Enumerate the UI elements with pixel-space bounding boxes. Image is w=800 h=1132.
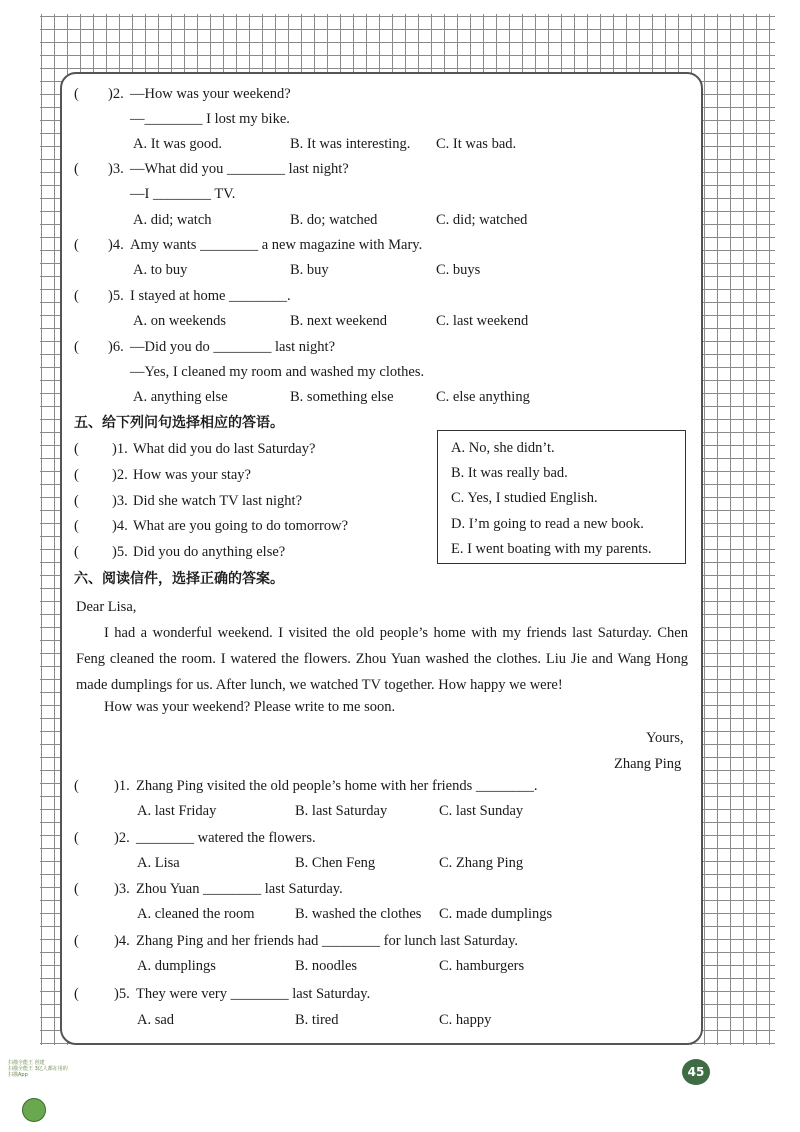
question-text: I stayed at home ________. bbox=[130, 288, 291, 304]
letter-signature: Zhang Ping bbox=[614, 756, 682, 772]
letter-paragraph-1-text: I had a wonderful weekend. I visited the old people’s home with my friends last Saturday. Chen Feng cleaned the room. I watered the flowers. Zhou Yuan washed the clothes. Liu Jie and Wang Hong made dumplings for us. After lunch, we watched TV together. How happy we were! bbox=[76, 625, 688, 693]
question-text: They were very ________ last Saturday. bbox=[136, 986, 371, 1002]
watermark-line: 扫描全能王 创建 bbox=[8, 1060, 45, 1066]
question-number: )4. bbox=[112, 518, 128, 534]
answer-paren[interactable]: ( bbox=[74, 933, 79, 949]
answer-paren[interactable]: ( bbox=[74, 441, 79, 457]
question-number: )5. bbox=[112, 544, 128, 560]
scanner-watermark bbox=[8, 1060, 68, 1126]
answer-choice: A. No, she didn’t. bbox=[451, 440, 555, 456]
question-number: )3. bbox=[114, 881, 130, 897]
letter-greeting: Dear Lisa, bbox=[76, 599, 137, 615]
option-c: C. else anything bbox=[436, 389, 530, 405]
question-number: )4. bbox=[114, 933, 130, 949]
option-c: C. happy bbox=[439, 1012, 492, 1028]
question-number: )2. bbox=[112, 467, 128, 483]
question-number: )1. bbox=[112, 441, 128, 457]
option-b: B. something else bbox=[290, 389, 394, 405]
question-text: Zhang Ping and her friends had ________ for lunch last Saturday. bbox=[136, 933, 519, 949]
answer-paren[interactable]: ( bbox=[74, 830, 79, 846]
answer-paren[interactable]: ( bbox=[74, 986, 79, 1002]
question-number: )5. bbox=[114, 986, 130, 1002]
option-c: C. It was bad. bbox=[436, 136, 517, 152]
question-text: What are you going to do tomorrow? bbox=[133, 518, 349, 534]
answer-paren[interactable]: ( bbox=[74, 518, 79, 534]
answer-paren[interactable]: ( bbox=[74, 86, 79, 102]
option-c: C. did; watched bbox=[436, 212, 528, 228]
question-number: )2. bbox=[108, 86, 124, 102]
question-number: )6. bbox=[108, 339, 124, 355]
option-b: B. next weekend bbox=[290, 313, 388, 329]
answer-choices-box bbox=[437, 430, 686, 564]
question-text: —Yes, I cleaned my room and washed my clothes. bbox=[130, 364, 425, 380]
answer-paren[interactable]: ( bbox=[74, 288, 79, 304]
question-number: )4. bbox=[108, 237, 124, 253]
option-c: C. hamburgers bbox=[439, 958, 525, 974]
question-text: —________ I lost my bike. bbox=[130, 111, 290, 127]
question-text: Did you do anything else? bbox=[133, 544, 286, 560]
question-text: What did you do last Saturday? bbox=[133, 441, 316, 457]
letter-paragraph-2 bbox=[76, 694, 688, 720]
answer-paren[interactable]: ( bbox=[74, 493, 79, 509]
option-b: B. buy bbox=[290, 262, 329, 278]
question-text: ________ watered the flowers. bbox=[136, 830, 316, 846]
question-text: Amy wants ________ a new magazine with Mary. bbox=[130, 237, 423, 253]
answer-paren[interactable]: ( bbox=[74, 237, 79, 253]
answer-paren[interactable]: ( bbox=[74, 778, 79, 794]
question-number: )1. bbox=[114, 778, 130, 794]
option-c: C. last weekend bbox=[436, 313, 529, 329]
option-a: A. It was good. bbox=[133, 136, 223, 152]
question-number: )3. bbox=[112, 493, 128, 509]
option-c: C. Zhang Ping bbox=[439, 855, 524, 871]
answer-paren[interactable]: ( bbox=[74, 467, 79, 483]
question-text: How was your stay? bbox=[133, 467, 251, 483]
question-text: Zhang Ping visited the old people’s home with her friends ________. bbox=[136, 778, 538, 794]
option-c: C. made dumplings bbox=[439, 906, 553, 922]
option-a: A. Lisa bbox=[137, 855, 180, 871]
option-b: B. washed the clothes bbox=[295, 906, 422, 922]
option-a: A. last Friday bbox=[137, 803, 217, 819]
page-number: 45 bbox=[682, 1059, 710, 1085]
question-text: Did she watch TV last night? bbox=[133, 493, 303, 509]
scanner-logo-icon bbox=[22, 1098, 46, 1122]
watermark-line: 扫描全能王 3亿人都在用的 bbox=[8, 1066, 68, 1072]
letter-paragraph-2-text: How was your weekend? Please write to me soon. bbox=[104, 699, 396, 715]
answer-paren[interactable]: ( bbox=[74, 544, 79, 560]
watermark-line: 扫描App bbox=[8, 1072, 28, 1078]
answer-choice: D. I’m going to read a new book. bbox=[451, 516, 644, 532]
question-text: —What did you ________ last night? bbox=[130, 161, 349, 177]
section-6-heading: 六、阅读信件，选择正确的答案。 bbox=[74, 571, 284, 587]
question-number: )3. bbox=[108, 161, 124, 177]
option-b: B. Chen Feng bbox=[295, 855, 376, 871]
option-a: A. to buy bbox=[133, 262, 188, 278]
answer-paren[interactable]: ( bbox=[74, 161, 79, 177]
section-5-heading: 五、给下列问句选择相应的答语。 bbox=[74, 415, 284, 431]
question-number: )5. bbox=[108, 288, 124, 304]
letter-closing: Yours, bbox=[646, 730, 684, 746]
answer-choice: B. It was really bad. bbox=[451, 465, 568, 481]
option-a: A. dumplings bbox=[137, 958, 216, 974]
question-text: —How was your weekend? bbox=[130, 86, 291, 102]
question-text: —I ________ TV. bbox=[130, 186, 236, 202]
question-number: )2. bbox=[114, 830, 130, 846]
question-text: Zhou Yuan ________ last Saturday. bbox=[136, 881, 343, 897]
option-b: B. noodles bbox=[295, 958, 358, 974]
option-a: A. cleaned the room bbox=[137, 906, 255, 922]
option-b: B. It was interesting. bbox=[290, 136, 411, 152]
answer-choice: E. I went boating with my parents. bbox=[451, 541, 652, 557]
answer-choice: C. Yes, I studied English. bbox=[451, 490, 598, 506]
option-a: A. anything else bbox=[133, 389, 228, 405]
letter-paragraph-1 bbox=[76, 620, 688, 698]
option-b: B. tired bbox=[295, 1012, 339, 1028]
option-b: B. do; watched bbox=[290, 212, 378, 228]
answer-paren[interactable]: ( bbox=[74, 881, 79, 897]
answer-paren[interactable]: ( bbox=[74, 339, 79, 355]
option-a: A. did; watch bbox=[133, 212, 212, 228]
option-c: C. buys bbox=[436, 262, 481, 278]
option-c: C. last Sunday bbox=[439, 803, 524, 819]
option-a: A. on weekends bbox=[133, 313, 227, 329]
option-a: A. sad bbox=[137, 1012, 175, 1028]
question-text: —Did you do ________ last night? bbox=[130, 339, 336, 355]
option-b: B. last Saturday bbox=[295, 803, 388, 819]
